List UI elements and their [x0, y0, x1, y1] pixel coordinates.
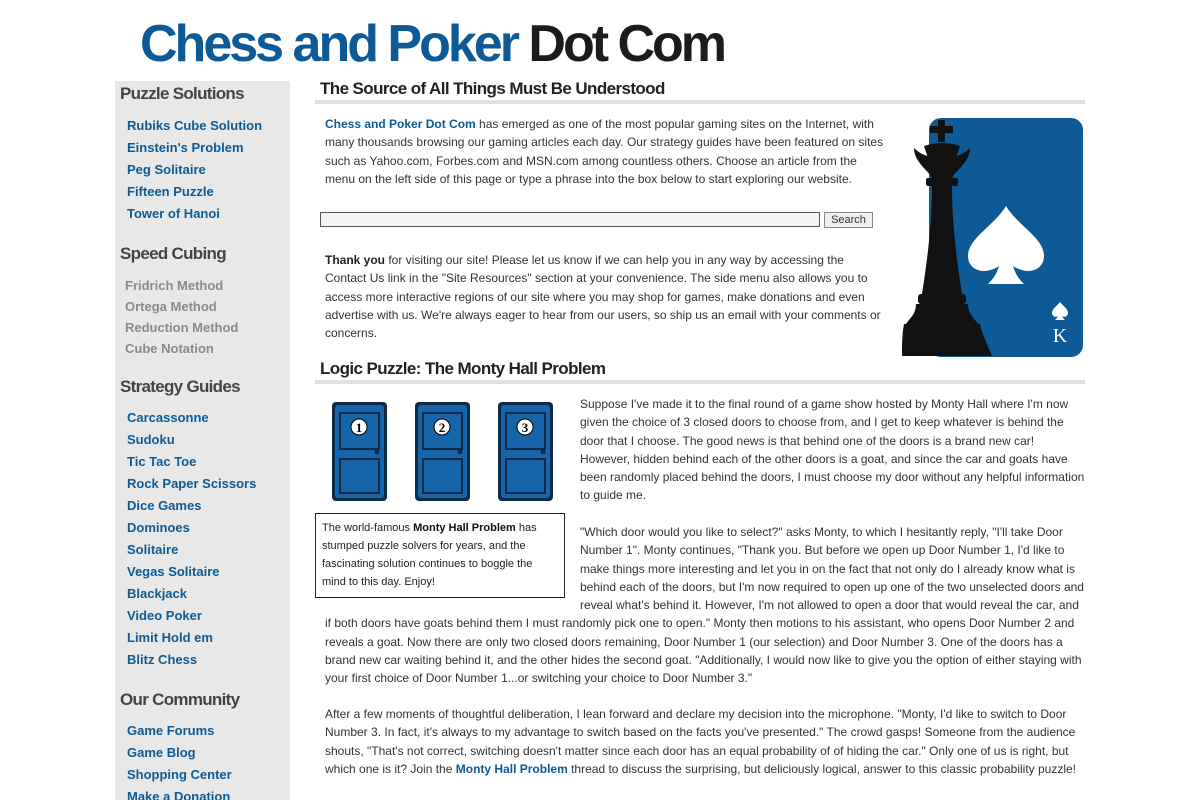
sidebar-list-puzzle-solutions [115, 115, 290, 225]
sidebar-item-fifteen-puzzle[interactable]: Fifteen Puzzle [127, 184, 214, 199]
sidebar-item-video-poker[interactable]: Video Poker [127, 608, 202, 623]
intro-site-link[interactable]: Chess and Poker Dot Com [325, 117, 476, 131]
monty-paragraph-3 [325, 705, 1085, 778]
monty-hall-section [315, 358, 1085, 384]
monty-hall-thread-link[interactable]: Monty Hall Problem [455, 761, 568, 776]
main-content [315, 78, 1085, 776]
door-3-icon [498, 402, 553, 501]
sidebar-item-dice-games[interactable]: Dice Games [127, 498, 202, 513]
thanks-bold: Thank you [325, 253, 386, 267]
monty-paragraph-2: "Which door would you like to select?" asks Monty, to which I hesitantly reply, "I'll take Door Number 1". Monty continues, "Thank you. But before we open up Door Number 1, I'd like to make things more interesting and let you in on the fact that not only do I already know what is behind each of the doors, but I'm now required to open up one of the two unselected doors and reveal what's behind it. However, I'm not allowed to open a door that would reveal the car, and if both doors have goats behind them I must randomly pick one to open." Monty then motions to his assistant, who opens Door Number 2 and reveals a goat. Now there are only two closed doors remaining, Door Number 1 (our selection) and Door Number 3. One of the doors has a brand new car waiting behind it, and the other hides the second goat. "Additionally, I would now like to give you the option of either staying with your first choice of Door Number 1...or switching your choice to Door Number 3." [325, 525, 1084, 686]
sidebar-item-ortega-method[interactable]: Ortega Method [125, 299, 217, 314]
sidebar-item-blitz-chess[interactable]: Blitz Chess [127, 652, 198, 667]
section-heading-source: The Source of All Things Must Be Understood [315, 78, 1085, 104]
sidebar-item-einsteins-problem[interactable]: Einstein's Problem [127, 140, 244, 155]
sidebar-heading-speed-cubing: Speed Cubing [120, 244, 226, 263]
sidebar [115, 81, 290, 800]
sidebar-heading-our-community: Our Community [120, 690, 240, 709]
sidebar-item-tic-tac-toe[interactable]: Tic Tac Toe [127, 454, 197, 469]
sidebar-item-vegas-solitaire[interactable]: Vegas Solitaire [127, 564, 220, 579]
sidebar-heading-strategy-guides: Strategy Guides [120, 377, 240, 396]
monty-caption-box [315, 513, 565, 598]
sidebar-item-rubiks-cube[interactable]: Rubiks Cube Solution [127, 118, 263, 133]
thanks-text: for visiting our site! Please let us know if we can help you in any way by accessing the Contact Us link in the "Site Resources" section at your convenience. The side menu also allows you to access more interactive regions of our site where you may shop for games, make donations and even advertise with us. We're always eager to hear from our users, so ship us an email with your comments or concerns. [325, 253, 881, 341]
intro-text: has emerged as one of the most popular gaming sites on the Internet, with many thousands browsing our gaming articles each day. Our strategy guides have been featured on sites such as Yahoo.com, Forbes.com and MSN.com among countless others. Choose an article from the menu on the left side of this page or type a phrase into the box below to start exploring our website. [325, 117, 884, 186]
monty-paragraph-1: Suppose I've made it to the final round of a game show hosted by Monty Hall where I'm now given the choice of 3 closed doors to choose from, and I get to keep whatever is behind the door that I choose. The good news is that behind one of the doors is a brand new car! However, hidden behind each of the other doors is a goat, and since the car and goats have been randomly placed behind the doors, I must choose my door without any helpful information to guide me. [580, 397, 1085, 503]
sidebar-item-shopping-center[interactable]: Shopping Center [127, 767, 232, 782]
door-1-icon [332, 402, 387, 501]
monty-p3-post: thread to discuss the surprising, but deliciously logical, answer to this classic probability puzzle! [567, 761, 1077, 776]
card-corner-text: K [1052, 325, 1068, 347]
sidebar-item-carcassonne[interactable]: Carcassonne [127, 410, 209, 425]
svg-text:2: 2 [438, 420, 446, 435]
sidebar-item-peg-solitaire[interactable]: Peg Solitaire [127, 162, 206, 177]
site-title-part2: Dot Com [528, 15, 725, 73]
sidebar-item-dominoes[interactable]: Dominoes [127, 520, 190, 535]
sidebar-item-fridrich-method[interactable]: Fridrich Method [125, 278, 224, 293]
site-title[interactable] [140, 12, 724, 76]
caption-bold: Monty Hall Problem [413, 522, 516, 534]
sidebar-item-tower-of-hanoi[interactable]: Tower of Hanoi [127, 206, 220, 221]
door-2-icon [415, 402, 470, 501]
sidebar-item-game-blog[interactable]: Game Blog [127, 745, 196, 760]
intro-paragraph [325, 115, 890, 188]
sidebar-item-blackjack[interactable]: Blackjack [127, 586, 187, 601]
thanks-paragraph [325, 251, 885, 342]
search-input[interactable] [320, 212, 820, 227]
sidebar-list-our-community [115, 720, 290, 800]
sidebar-item-reduction-method[interactable]: Reduction Method [125, 320, 239, 335]
three-doors-icon [330, 401, 555, 503]
chess-king-poker-card-icon [902, 118, 1085, 359]
sidebar-item-solitaire[interactable]: Solitaire [127, 542, 179, 557]
sidebar-item-rock-paper-scissors[interactable]: Rock Paper Scissors [127, 476, 257, 491]
sidebar-heading-puzzle-solutions: Puzzle Solutions [120, 84, 244, 103]
sidebar-item-cube-notation[interactable]: Cube Notation [125, 341, 214, 356]
site-title-part1: Chess and Poker [140, 15, 517, 73]
sidebar-item-sudoku[interactable]: Sudoku [127, 432, 175, 447]
caption-pre: The world-famous [322, 522, 414, 534]
sidebar-item-make-a-donation[interactable]: Make a Donation [127, 789, 231, 800]
sidebar-item-game-forums[interactable]: Game Forums [127, 723, 215, 738]
svg-text:1: 1 [355, 420, 363, 435]
sidebar-list-speed-cubing [115, 275, 290, 359]
search-button[interactable]: Search [824, 212, 873, 228]
caption-post: has stumped puzzle solvers for years, and the fascinating solution continues to boggle the mind to this day. Enjoy! [322, 522, 537, 588]
sidebar-item-limit-hold-em[interactable]: Limit Hold em [127, 630, 213, 645]
search-form [320, 212, 873, 228]
monty-p3-pre: After a few moments of thoughtful deliberation, I lean forward and declare my decision into the microphone. "Monty, I'd like to switch to Door Number 3. In fact, it's always to my advantage to switch based on the facts you've presented." The crowd gasps! Someone from the audience shouts, "That's not correct, switching doesn't matter since each door has an equal probability of of hiding the car." Only one of us is right, but which one is it? Join the [325, 707, 1076, 776]
svg-text:3: 3 [521, 420, 529, 435]
section-heading-monty-hall: Logic Puzzle: The Monty Hall Problem [315, 358, 1085, 384]
sidebar-list-strategy-guides [115, 407, 290, 671]
